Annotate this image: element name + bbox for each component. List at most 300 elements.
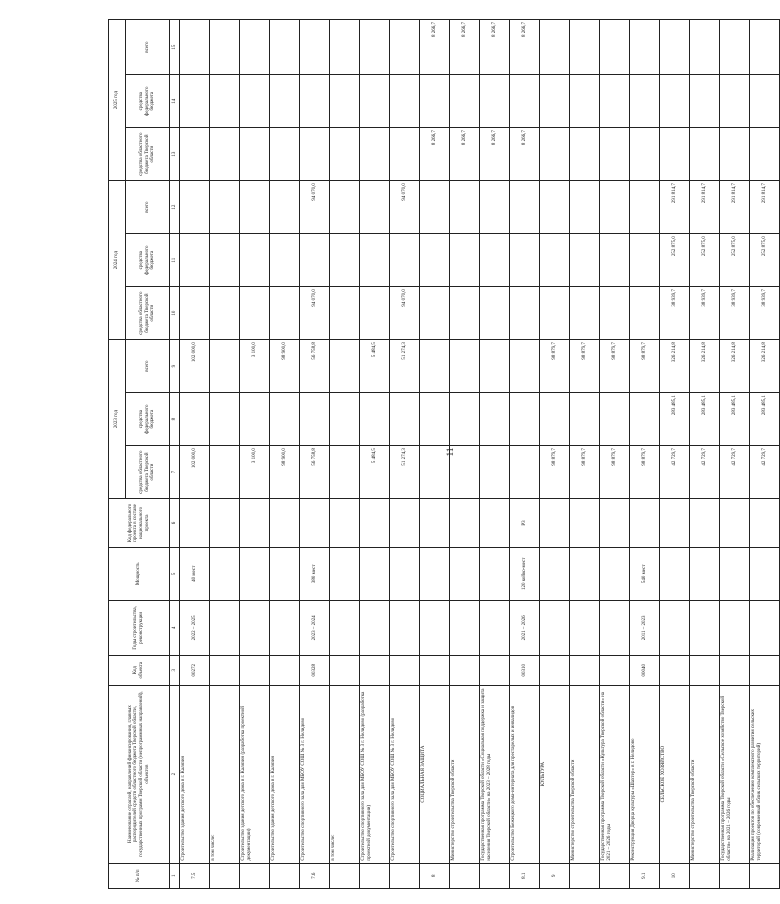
cell-t23 (210, 340, 240, 393)
col-fed-project: Код федерального проекта в составе национального проекта (109, 499, 170, 548)
cell-years: 2023 – 2024 (300, 600, 330, 655)
cell-num (330, 863, 360, 888)
col-2025-regional: средства областного бюджета Тверской области (126, 128, 170, 181)
cell-fp (720, 499, 750, 548)
cell-fp (420, 499, 450, 548)
cell-capacity (690, 547, 720, 600)
cell-t24: 291 814,7 (690, 181, 720, 234)
cell-years (660, 600, 690, 655)
cell-r25 (570, 128, 600, 181)
cell-years (330, 600, 360, 655)
cell-f24 (330, 234, 360, 287)
cell-t23: 98 879,7 (630, 340, 660, 393)
cell-capacity (450, 547, 480, 600)
cell-num (690, 863, 720, 888)
cell-f23 (360, 393, 390, 446)
cell-f23 (630, 393, 660, 446)
cell-r24 (180, 287, 210, 340)
cell-t25: 8 266,7 (420, 20, 450, 75)
cell-t23: 102 000,0 (180, 340, 210, 393)
cell-years (270, 600, 300, 655)
cell-capacity (390, 547, 420, 600)
cell-t25 (540, 20, 570, 75)
cell-r24 (210, 287, 240, 340)
cell-r25 (720, 128, 750, 181)
cell-fp (480, 499, 510, 548)
cell-capacity (750, 547, 780, 600)
cell-r23: 102 000,0 (180, 446, 210, 499)
cell-capacity: 540 мест (630, 547, 660, 600)
cell-t23: 5 484,5 (360, 340, 390, 393)
cell-name: Министерство строительства Тверской области (690, 685, 720, 863)
cell-name: СОЦИАЛЬНАЯ ЗАЩИТА (420, 685, 450, 863)
cell-r25 (330, 128, 360, 181)
cell-code (240, 655, 270, 685)
cell-f25 (570, 75, 600, 128)
column-index-cell: 9 (170, 340, 180, 393)
cell-name: СЕЛЬСКОЕ ХОЗЯЙСТВО (660, 685, 690, 863)
cell-t24 (630, 181, 660, 234)
cell-r23: 98 879,7 (600, 446, 630, 499)
cell-t23: 56 758,8 (300, 340, 330, 393)
cell-t25 (390, 20, 420, 75)
cell-r23: 42 729,7 (750, 446, 780, 499)
cell-num: 9 (540, 863, 570, 888)
table-row (750, 20, 780, 889)
cell-t23 (510, 340, 540, 393)
cell-t23: 98 879,7 (570, 340, 600, 393)
cell-num (390, 863, 420, 888)
cell-years: 2011 – 2023 (630, 600, 660, 655)
cell-f24 (240, 234, 270, 287)
cell-num: 8.1 (510, 863, 540, 888)
col-name: Наименование отраслей, направлений финансирования, главных распорядителей средств областного бюджета Тверской области, государственных программ Тверской области (непрограммных направлений), объектов (109, 685, 170, 863)
column-index-cell: 2 (170, 685, 180, 863)
cell-num (480, 863, 510, 888)
cell-code (450, 655, 480, 685)
cell-capacity: 380 мест (300, 547, 330, 600)
cell-r25 (270, 128, 300, 181)
table-row (360, 20, 390, 889)
cell-fp: Р3 (510, 499, 540, 548)
col-code: Код объекта (109, 655, 170, 685)
cell-f25 (180, 75, 210, 128)
cell-t24 (240, 181, 270, 234)
cell-t23: 98 879,7 (540, 340, 570, 393)
cell-t25: 8 266,7 (450, 20, 480, 75)
cell-num (720, 863, 750, 888)
cell-years: 2021 – 2026 (510, 600, 540, 655)
cell-fp (300, 499, 330, 548)
cell-f23 (510, 393, 540, 446)
cell-f23 (270, 393, 300, 446)
cell-name: Строительство спортивного зала для МБОУ СОШ № 3 г. Нелидово (390, 685, 420, 863)
cell-t23: 98 879,7 (600, 340, 630, 393)
cell-f24 (210, 234, 240, 287)
cell-r25 (300, 128, 330, 181)
col-2023-regional: средства областного бюджета Тверской области (126, 446, 170, 499)
cell-f24: 252 875,0 (690, 234, 720, 287)
cell-f23: 283 485,1 (720, 393, 750, 446)
cell-t24 (420, 181, 450, 234)
cell-r23: 5 484,5 (360, 446, 390, 499)
cell-t24 (330, 181, 360, 234)
cell-f24 (390, 234, 420, 287)
cell-r23: 98 879,7 (570, 446, 600, 499)
cell-years (420, 600, 450, 655)
cell-f23 (570, 393, 600, 446)
cell-fp (270, 499, 300, 548)
cell-f23 (330, 393, 360, 446)
cell-years (600, 600, 630, 655)
cell-t24 (210, 181, 240, 234)
cell-r23 (510, 446, 540, 499)
cell-f25 (660, 75, 690, 128)
cell-f23 (240, 393, 270, 446)
table-row (600, 20, 630, 889)
cell-t24 (180, 181, 210, 234)
cell-r23: 42 729,7 (720, 446, 750, 499)
cell-num: 9.1 (630, 863, 660, 888)
col-year-2023: 2023 год (109, 340, 126, 499)
cell-capacity (600, 547, 630, 600)
cell-r23: 98 879,7 (630, 446, 660, 499)
cell-r23: 51 274,3 (390, 446, 420, 499)
cell-name: Государственная программа Тверской области «Сельское хозяйство Тверской области» на 2021 – 2026 годы (720, 685, 750, 863)
cell-capacity (540, 547, 570, 600)
cell-t23: 326 214,8 (750, 340, 780, 393)
cell-capacity (240, 547, 270, 600)
cell-code (570, 655, 600, 685)
cell-r25 (660, 128, 690, 181)
cell-r25 (690, 128, 720, 181)
table-row (270, 20, 300, 889)
cell-t23: 326 214,8 (660, 340, 690, 393)
cell-t24: 291 814,7 (660, 181, 690, 234)
cell-t23 (450, 340, 480, 393)
cell-f23 (540, 393, 570, 446)
cell-f24: 252 875,0 (660, 234, 690, 287)
cell-t24: 291 814,7 (720, 181, 750, 234)
table-row (300, 20, 330, 889)
cell-t24 (270, 181, 300, 234)
cell-t25: 8 266,7 (480, 20, 510, 75)
cell-f25 (690, 75, 720, 128)
col-2024-total: всего (126, 181, 170, 234)
cell-t25 (750, 20, 780, 75)
cell-f25 (360, 75, 390, 128)
column-index-cell: 3 (170, 655, 180, 685)
cell-fp (210, 499, 240, 548)
cell-r24 (330, 287, 360, 340)
cell-f25 (480, 75, 510, 128)
cell-f25 (210, 75, 240, 128)
cell-code (690, 655, 720, 685)
column-index-cell: 14 (170, 75, 180, 128)
cell-t25 (600, 20, 630, 75)
cell-t24: 291 814,7 (750, 181, 780, 234)
cell-num (360, 863, 390, 888)
cell-capacity (270, 547, 300, 600)
cell-fp (660, 499, 690, 548)
cell-fp (630, 499, 660, 548)
cell-f25 (390, 75, 420, 128)
cell-r23: 98 879,7 (540, 446, 570, 499)
table-row (660, 20, 690, 889)
cell-years (750, 600, 780, 655)
cell-fp (240, 499, 270, 548)
cell-f24 (630, 234, 660, 287)
cell-r24 (270, 287, 300, 340)
cell-name: Государственная программа Тверской области «Социальная поддержка и защита населения Тверской области» на 2023 – 2028 годы (480, 685, 510, 863)
cell-code: 00040 (630, 655, 660, 685)
cell-r25 (360, 128, 390, 181)
col-num: № п/п (109, 863, 170, 888)
cell-r24: 38 939,7 (660, 287, 690, 340)
cell-years (450, 600, 480, 655)
col-2024-regional: средства областного бюджета Тверской области (126, 287, 170, 340)
cell-f25 (420, 75, 450, 128)
cell-name: Государственная программа Тверской области «Культура Тверской области» на 2021 – 2026 годы (600, 685, 630, 863)
cell-code (480, 655, 510, 685)
table-row (390, 20, 420, 889)
cell-t24: 94 070,0 (390, 181, 420, 234)
cell-r25: 8 266,7 (450, 128, 480, 181)
cell-f23 (210, 393, 240, 446)
cell-capacity (210, 547, 240, 600)
cell-name: Министерство строительства Тверской области (450, 685, 480, 863)
cell-capacity: 120 койко-мест (510, 547, 540, 600)
cell-r23: 56 758,8 (300, 446, 330, 499)
cell-r25 (180, 128, 210, 181)
cell-f24 (300, 234, 330, 287)
cell-f25 (720, 75, 750, 128)
cell-f23 (420, 393, 450, 446)
cell-t23 (330, 340, 360, 393)
cell-r25 (630, 128, 660, 181)
cell-f24 (600, 234, 630, 287)
table-row (570, 20, 600, 889)
cell-r25 (390, 128, 420, 181)
cell-r25 (600, 128, 630, 181)
cell-r23 (450, 446, 480, 499)
cell-fp (540, 499, 570, 548)
cell-r23 (480, 446, 510, 499)
cell-capacity (360, 547, 390, 600)
cell-name: Реконструкция Дворца культуры «Шахтер» в г. Нелидово (630, 685, 660, 863)
cell-t23: 98 900,0 (270, 340, 300, 393)
cell-t25 (300, 20, 330, 75)
cell-t24: 94 070,0 (300, 181, 330, 234)
column-index-cell: 11 (170, 234, 180, 287)
cell-num (270, 863, 300, 888)
cell-code (390, 655, 420, 685)
cell-t24 (450, 181, 480, 234)
cell-r24: 94 070,0 (300, 287, 330, 340)
cell-f24 (570, 234, 600, 287)
cell-r24 (510, 287, 540, 340)
cell-num: 7.5 (180, 863, 210, 888)
cell-name: Строительство здания детского дома в г. Калязин (разработка проектной документации) (240, 685, 270, 863)
table-row (420, 20, 450, 889)
cell-f24 (180, 234, 210, 287)
cell-f23 (600, 393, 630, 446)
cell-r23: 42 729,7 (660, 446, 690, 499)
cell-fp (600, 499, 630, 548)
column-index-cell: 7 (170, 446, 180, 499)
cell-r24 (570, 287, 600, 340)
cell-code (210, 655, 240, 685)
cell-t25 (660, 20, 690, 75)
cell-f25 (510, 75, 540, 128)
cell-name: Строительство здания детского дома в г. Калязин (270, 685, 300, 863)
column-index-cell: 5 (170, 547, 180, 600)
cell-name: Министерство строительства Тверской области (570, 685, 600, 863)
cell-f23 (300, 393, 330, 446)
cell-f23: 283 485,1 (750, 393, 780, 446)
cell-code: 00328 (300, 655, 330, 685)
cell-name: Строительство спортивного зала для МБОУ СОШ № 3 г. Нелидово (разработка проектной документации) (360, 685, 390, 863)
cell-t25 (210, 20, 240, 75)
page-number: 11 (445, 447, 455, 457)
cell-f25 (630, 75, 660, 128)
cell-fp (570, 499, 600, 548)
cell-r24 (240, 287, 270, 340)
cell-years (360, 600, 390, 655)
cell-f23 (450, 393, 480, 446)
table-row (480, 20, 510, 889)
cell-r23 (330, 446, 360, 499)
cell-t25 (690, 20, 720, 75)
table-row (510, 20, 540, 889)
cell-code (750, 655, 780, 685)
cell-f24 (450, 234, 480, 287)
cell-num: 10 (660, 863, 690, 888)
cell-num (750, 863, 780, 888)
column-index-cell: 10 (170, 287, 180, 340)
cell-code (270, 655, 300, 685)
column-index-cell: 4 (170, 600, 180, 655)
cell-t24 (570, 181, 600, 234)
cell-years: 2022 – 2025 (180, 600, 210, 655)
cell-years (210, 600, 240, 655)
cell-name: в том числе: (210, 685, 240, 863)
table-row (630, 20, 660, 889)
cell-num (450, 863, 480, 888)
cell-r23: 42 729,7 (690, 446, 720, 499)
col-year-2025: 2025 год (109, 20, 126, 181)
cell-years (570, 600, 600, 655)
column-index-cell: 15 (170, 20, 180, 75)
column-index-cell: 1 (170, 863, 180, 888)
cell-fp (390, 499, 420, 548)
cell-capacity (330, 547, 360, 600)
cell-code (720, 655, 750, 685)
cell-r24 (480, 287, 510, 340)
cell-capacity (570, 547, 600, 600)
column-index-cell: 8 (170, 393, 180, 446)
cell-f24 (360, 234, 390, 287)
table-row (210, 20, 240, 889)
cell-f23 (480, 393, 510, 446)
col-2023-total: всего (126, 340, 170, 393)
col-2025-federal: средства федерального бюджета (126, 75, 170, 128)
cell-r25 (540, 128, 570, 181)
cell-t23: 326 214,8 (690, 340, 720, 393)
table-row (690, 20, 720, 889)
cell-t23: 326 214,8 (720, 340, 750, 393)
cell-r23 (420, 446, 450, 499)
cell-r25: 8 266,7 (480, 128, 510, 181)
cell-r25 (750, 128, 780, 181)
table-row (180, 20, 210, 889)
cell-code (540, 655, 570, 685)
cell-r25 (240, 128, 270, 181)
cell-fp (690, 499, 720, 548)
cell-f23 (180, 393, 210, 446)
cell-capacity: 40 мест (180, 547, 210, 600)
column-index-cell: 6 (170, 499, 180, 548)
cell-t23 (480, 340, 510, 393)
cell-name: в том числе: (330, 685, 360, 863)
cell-capacity (480, 547, 510, 600)
cell-r24 (540, 287, 570, 340)
table-row (540, 20, 570, 889)
cell-f24: 252 875,0 (750, 234, 780, 287)
cell-t24 (510, 181, 540, 234)
rotated-table-sheet (108, 19, 767, 889)
cell-f25 (270, 75, 300, 128)
cell-r24 (600, 287, 630, 340)
cell-f25 (450, 75, 480, 128)
cell-t24 (600, 181, 630, 234)
cell-f23: 283 485,1 (660, 393, 690, 446)
cell-name: Строительство Бежецкого дома-интерната для престарелых и инвалидов (510, 685, 540, 863)
cell-t25 (270, 20, 300, 75)
cell-capacity (420, 547, 450, 600)
cell-r23: 3 100,0 (240, 446, 270, 499)
cell-f23 (390, 393, 420, 446)
cell-r24: 94 070,0 (390, 287, 420, 340)
cell-code (660, 655, 690, 685)
cell-years (720, 600, 750, 655)
table-row (450, 20, 480, 889)
cell-t25 (570, 20, 600, 75)
cell-r25: 8 266,7 (420, 128, 450, 181)
cell-f25 (300, 75, 330, 128)
col-2024-federal: средства федерального бюджета (126, 234, 170, 287)
cell-r23 (210, 446, 240, 499)
cell-t25 (360, 20, 390, 75)
cell-t24 (360, 181, 390, 234)
cell-t24 (540, 181, 570, 234)
cell-name: Строительство здания детского дома в г. Калязин (180, 685, 210, 863)
cell-f25 (750, 75, 780, 128)
cell-t25 (330, 20, 360, 75)
col-years: Годы строительства, реконструкции (109, 600, 170, 655)
cell-capacity (660, 547, 690, 600)
cell-t25 (720, 20, 750, 75)
cell-code (330, 655, 360, 685)
cell-num: 8 (420, 863, 450, 888)
cell-years (540, 600, 570, 655)
col-year-2024: 2024 год (109, 181, 126, 340)
col-2025-total: всего (126, 20, 170, 75)
cell-years (390, 600, 420, 655)
cell-code: 00272 (180, 655, 210, 685)
cell-f25 (240, 75, 270, 128)
cell-num (240, 863, 270, 888)
